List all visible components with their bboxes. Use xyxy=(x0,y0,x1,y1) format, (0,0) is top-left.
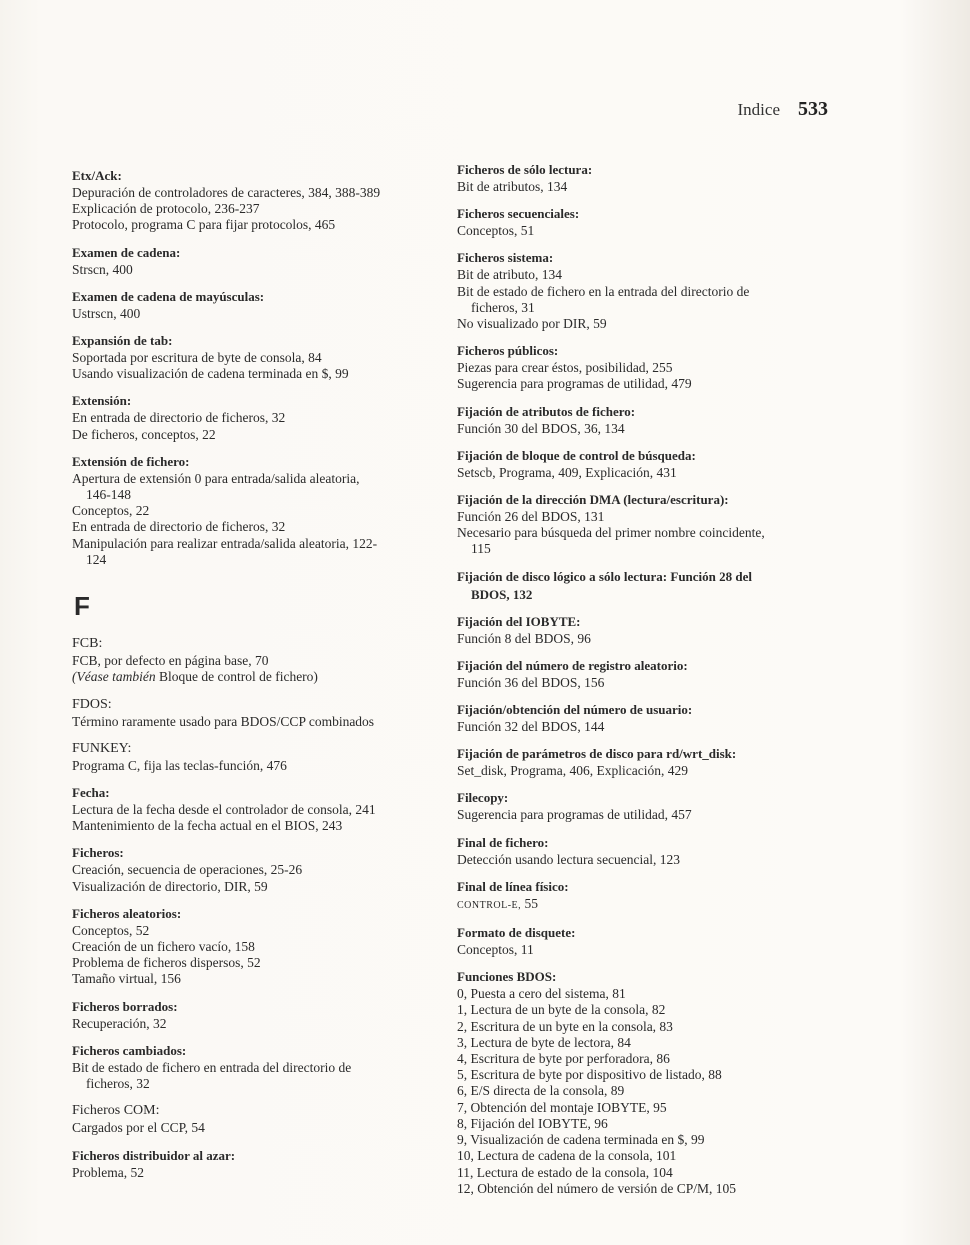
entry-heading: Filecopy: xyxy=(457,790,509,806)
entry-line: Depuración de controladores de caracteres, 384, 388-389 xyxy=(72,185,381,200)
entry-heading: Fijación de bloque de control de búsqueda: xyxy=(457,447,696,463)
index-entry xyxy=(72,287,432,322)
entry-line: Explicación de protocolo, 236-237 xyxy=(72,201,260,217)
entry-line: ficheros, 31 xyxy=(471,299,535,315)
index-entry xyxy=(457,967,817,1197)
entry-line: Bit de estado de fichero en entrada del directorio de xyxy=(72,1059,352,1075)
entry-heading: Fijación/obtención del número de usuario: xyxy=(457,702,693,718)
entry-line: Manipulación para realizar entrada/salida aleatoria, 122- xyxy=(72,535,378,551)
entry-line: Setscb, Programa, 409, Explicación, 431 xyxy=(457,464,677,480)
see-also-line xyxy=(72,669,432,685)
smallcaps-term: CONTROL-E, xyxy=(457,899,522,911)
entry-line: 11, Lectura de estado de la consola, 104 xyxy=(457,1164,673,1180)
index-entry xyxy=(457,204,817,239)
entry-heading: Ficheros de sólo lectura: xyxy=(457,162,593,177)
entry-line: Cargados por el CCP, 54 xyxy=(72,1120,205,1136)
entry-heading: Fecha: xyxy=(72,785,110,801)
index-entry xyxy=(72,634,432,685)
entry-heading: FCB: xyxy=(72,636,103,652)
entry-line: Strscn, 400 xyxy=(72,261,133,277)
right-column xyxy=(457,160,817,1206)
entry-heading: Fijación de atributos de fichero: xyxy=(457,403,636,419)
entry-line: Recuperación, 32 xyxy=(72,1015,167,1031)
section-letter: F xyxy=(74,591,90,622)
entry-line: Función 36 del BDOS, 156 xyxy=(457,674,605,690)
entry-heading: Fijación del número de registro aleatorio: xyxy=(457,657,688,673)
entry-line: 7, Obtención del montaje IOBYTE, 95 xyxy=(457,1099,667,1115)
entry-line: 4, Escritura de byte por perforadora, 86 xyxy=(457,1051,670,1067)
entry-line: Mantenimiento de la fecha actual en el BIOS, 243 xyxy=(72,818,343,834)
entry-heading: Ficheros distribuidor al azar: xyxy=(72,1147,236,1163)
index-entry xyxy=(457,744,817,779)
index-entry xyxy=(72,243,432,278)
entry-line: Problema, 52 xyxy=(72,1164,144,1180)
page-number: 533 xyxy=(798,98,828,120)
index-group xyxy=(457,160,817,1197)
entry-heading: FUNKEY: xyxy=(72,740,132,756)
entry-heading: Extensión: xyxy=(72,393,132,409)
entry-line: 12, Obtención del número de versión de CP/M, 105 xyxy=(457,1180,736,1196)
index-group xyxy=(72,634,432,1180)
index-entry xyxy=(72,1146,432,1181)
entry-heading-continuation: BDOS, 132 xyxy=(471,586,533,602)
entry-line: Término raramente usado para BDOS/CCP combinados xyxy=(72,713,375,729)
index-entry xyxy=(457,788,817,823)
index-entry xyxy=(72,331,432,382)
entry-heading: Fijación de parámetros de disco para rd/wrt_disk: xyxy=(457,746,737,762)
entry-line: Sugerencia para programas de utilidad, 479 xyxy=(457,376,692,392)
entry-line: Apertura de extensión 0 para entrada/salida aleatoria, xyxy=(72,470,360,486)
index-entry xyxy=(72,783,432,834)
entry-line: Set_disk, Programa, 406, Explicación, 429 xyxy=(457,763,688,779)
entry-line: FCB, por defecto en página base, 70 xyxy=(72,653,269,669)
entry-heading: Ficheros borrados: xyxy=(72,998,178,1014)
entry-line: En entrada de directorio de ficheros, 32 xyxy=(72,519,286,535)
index-entry xyxy=(457,490,817,558)
entry-line: 5, Escritura de byte por dispositivo de listado, 88 xyxy=(457,1067,722,1083)
entry-line: 146-148 xyxy=(86,487,131,503)
entry-heading: Extensión de fichero: xyxy=(72,453,190,469)
index-entry xyxy=(72,695,432,730)
entry-line: Lectura de la fecha desde el controlador de consola, 241 xyxy=(72,802,376,818)
index-entry xyxy=(72,997,432,1032)
entry-line: Bit de estado de fichero en la entrada del directorio de xyxy=(457,283,750,299)
running-title: Indice xyxy=(737,100,780,119)
entry-line: 6, E/S directa de la consola, 89 xyxy=(457,1083,625,1099)
index-entry xyxy=(457,402,817,437)
entry-heading: Ficheros sistema: xyxy=(457,250,554,266)
entry-heading: Examen de cadena de mayúsculas: xyxy=(72,288,265,304)
page-ref: 55 xyxy=(521,895,539,911)
entry-line: Tamaño virtual, 156 xyxy=(72,971,181,987)
entry-line: Conceptos, 22 xyxy=(72,503,150,519)
entry-heading: Ficheros secuenciales: xyxy=(457,206,580,222)
entry-line: Protocolo, programa C para fijar protocolos, 465 xyxy=(72,217,336,233)
index-entry xyxy=(457,446,817,481)
entry-line: Función 26 del BDOS, 131 xyxy=(457,509,605,525)
index-entry xyxy=(72,166,432,234)
entry-heading: Final de fichero: xyxy=(457,834,549,850)
entry-line: 2, Escritura de un byte en la consola, 83 xyxy=(457,1018,673,1034)
entry-heading: Ficheros públicos: xyxy=(457,343,559,359)
entry-line: 115 xyxy=(471,541,491,557)
entry-heading: Ficheros COM: xyxy=(72,1103,160,1119)
entry-line: 8, Fijación del IOBYTE, 96 xyxy=(457,1115,608,1131)
left-column xyxy=(72,166,432,1190)
entry-heading: Fijación de disco lógico a sólo lectura: Función 28 del xyxy=(457,568,753,584)
entry-line: Conceptos, 52 xyxy=(72,922,150,938)
entry-line: Bit de atributo, 134 xyxy=(457,267,562,283)
entry-line: Función 32 del BDOS, 144 xyxy=(457,719,605,735)
entry-line: 1, Lectura de un byte de la consola, 82 xyxy=(457,1002,666,1018)
entry-line: ficheros, 32 xyxy=(86,1076,150,1092)
index-entry xyxy=(457,923,817,958)
index-entry xyxy=(457,833,817,868)
index-entry xyxy=(457,700,817,735)
entry-line: Sugerencia para programas de utilidad, 457 xyxy=(457,807,692,823)
entry-line: Visualización de directorio, DIR, 59 xyxy=(72,878,268,894)
entry-heading: Ficheros aleatorios: xyxy=(72,905,182,921)
entry-line: Ustrscn, 400 xyxy=(72,305,141,321)
entry-heading: Fijación de la dirección DMA (lectura/escritura): xyxy=(457,492,729,508)
entry-line: Problema de ficheros dispersos, 52 xyxy=(72,955,261,971)
entry-line: En entrada de directorio de ficheros, 32 xyxy=(72,410,286,426)
entry-line: Detección usando lectura secuencial, 123 xyxy=(457,851,681,867)
index-entry xyxy=(457,877,817,914)
index-entry xyxy=(457,341,817,392)
index-entry xyxy=(457,656,817,691)
entry-line: No visualizado por DIR, 59 xyxy=(457,316,607,332)
entry-line xyxy=(457,896,817,914)
index-entry xyxy=(72,739,432,774)
entry-line: 3, Lectura de byte de lectora, 84 xyxy=(457,1034,631,1050)
entry-heading: Funciones BDOS: xyxy=(457,969,557,985)
entry-heading: Ficheros cambiados: xyxy=(72,1042,187,1058)
entry-heading: Final de línea físico: xyxy=(457,878,569,894)
entry-line: Piezas para crear éstos, posibilidad, 255 xyxy=(457,360,673,376)
entry-line: 124 xyxy=(86,551,107,567)
index-entry xyxy=(457,612,817,647)
entry-heading: FDOS: xyxy=(72,696,112,712)
entry-line: Conceptos, 51 xyxy=(457,223,535,239)
entry-line: 9, Visualización de cadena terminada en $, 99 xyxy=(457,1132,705,1148)
see-also-label: (Véase también xyxy=(72,669,156,685)
index-entry xyxy=(457,248,817,332)
entry-heading: Examen de cadena: xyxy=(72,244,181,260)
entry-line: Soportada por escritura de byte de consola, 84 xyxy=(72,350,322,366)
entry-heading: Fijación del IOBYTE: xyxy=(457,613,581,629)
index-entry xyxy=(457,567,817,603)
index-entry xyxy=(72,391,432,442)
entry-line: Programa C, fija las teclas-función, 476 xyxy=(72,757,287,773)
entry-line: Bit de atributos, 134 xyxy=(457,179,568,194)
entry-line: Usando visualización de cadena terminada en $, 99 xyxy=(72,366,349,382)
entry-heading: Formato de disquete: xyxy=(457,925,576,941)
entry-line: De ficheros, conceptos, 22 xyxy=(72,426,216,442)
entry-line: Función 30 del BDOS, 36, 134 xyxy=(457,420,625,436)
entry-heading: Expansión de tab: xyxy=(72,333,173,349)
entry-line: Creación, secuencia de operaciones, 25-26 xyxy=(72,862,303,878)
index-entry xyxy=(72,452,432,568)
entry-line: Creación de un fichero vacío, 158 xyxy=(72,939,255,955)
index-entry xyxy=(72,1041,432,1092)
index-entry xyxy=(457,160,817,195)
entry-line: Necesario para búsqueda del primer nombre coincidente, xyxy=(457,525,765,541)
entry-line: 0, Puesta a cero del sistema, 81 xyxy=(457,986,626,1002)
index-entry xyxy=(72,904,432,988)
entry-line: Conceptos, 11 xyxy=(457,942,534,958)
index-entry xyxy=(72,1101,432,1136)
see-also-target: Bloque de control de fichero) xyxy=(155,669,318,685)
entry-heading: Ficheros: xyxy=(72,845,124,861)
index-entry xyxy=(72,843,432,894)
entry-line: 10, Lectura de cadena de la consola, 101 xyxy=(457,1148,677,1164)
page-header xyxy=(738,98,828,121)
entry-line: Función 8 del BDOS, 96 xyxy=(457,630,591,646)
index-group xyxy=(72,166,432,568)
entry-heading: Etx/Ack: xyxy=(72,168,122,183)
